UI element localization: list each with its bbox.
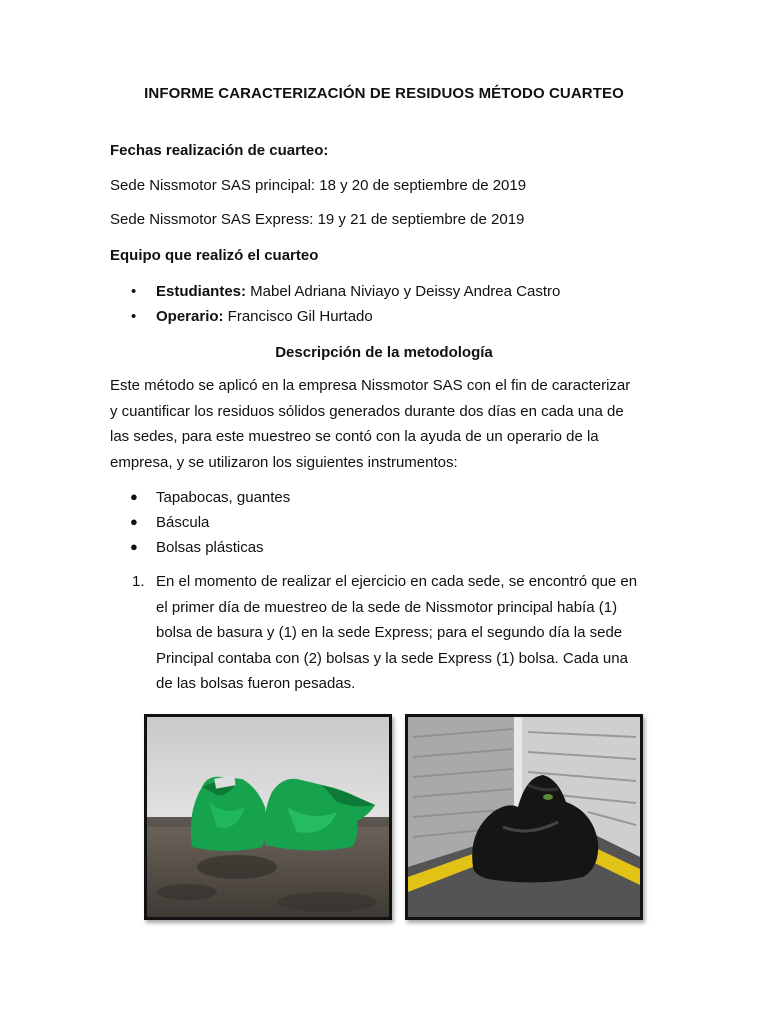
paragraph-line: y cuantificar los residuos sólidos generados durante dos días en cada una de [110,402,624,420]
instrument-item: Tapabocas, guantes [156,489,291,506]
dates-express: Sede Nissmotor SAS Express: 19 y 21 de septiembre de 2019 [110,211,525,228]
dates-heading: Fechas realización de cuarteo: [110,142,329,159]
team-item-value: Francisco Gil Hurtado [223,308,373,325]
step-line: En el momento de realizar el ejercicio en cada sede, se encontró que en [156,573,638,590]
dates-principal: Sede Nissmotor SAS principal: 18 y 20 de septiembre de 2019 [110,177,527,194]
step-number: 1. [132,573,145,590]
instrument-item: Báscula [156,514,210,531]
paragraph-line: empresa, y se utilizaron los siguientes instrumentos: [110,453,458,471]
step-line: el primer día de muestreo de la sede de Nissmotor principal había (1) [156,598,618,616]
bullet-icon: ● [130,514,138,529]
team-item-operator [156,308,373,325]
bullet-icon: ● [130,489,138,504]
paragraph-line: las sedes, para este muestreo se contó con la ayuda de un operario de la [110,428,599,445]
team-item-students [156,283,560,300]
methodology-heading: Descripción de la metodología [275,344,493,361]
step-line: bolsa de basura y (1) en la sede Express; para el segundo día la sede [156,624,623,641]
paragraph-line: Este método se aplicó en la empresa Nissmotor SAS con el fin de caracterizar [110,377,631,394]
step-line: Principal contaba con (2) bolsas y la sede Express (1) bolsa. Cada una [156,649,628,667]
methodology-paragraph [110,373,670,475]
team-item-label: Estudiantes: [156,283,247,300]
photo-black-bag [405,714,643,920]
bullet-icon: • [131,308,137,325]
bullet-icon: • [131,283,137,300]
team-heading: Equipo que realizó el cuarteo [110,247,319,264]
team-item-label: Operario: [156,308,224,325]
step-text [156,569,666,697]
team-item-value: Mabel Adriana Niviayo y Deissy Andrea Castro [246,283,561,300]
document-title: INFORME CARACTERIZACIÓN DE RESIDUOS MÉTODO CUARTEO [144,85,624,102]
step-line: de las bolsas fueron pesadas. [156,675,356,692]
photo-green-bags [144,714,392,920]
instrument-item: Bolsas plásticas [156,539,264,556]
bullet-icon: ● [130,539,138,554]
